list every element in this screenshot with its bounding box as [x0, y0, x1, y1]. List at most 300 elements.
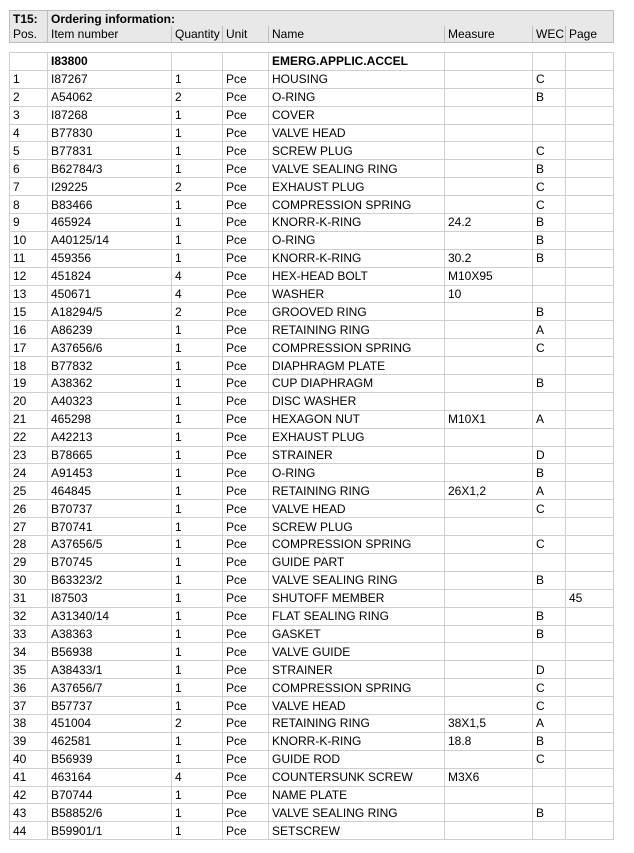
- row-item-number: 463164: [48, 768, 172, 786]
- row-unit: Pce: [223, 214, 269, 232]
- row-name: SETSCREW: [269, 822, 445, 840]
- row-pos: 40: [10, 750, 48, 768]
- row-quantity: 1: [172, 500, 223, 518]
- row-item-number: A37656/7: [48, 679, 172, 697]
- row-unit: Pce: [223, 589, 269, 607]
- row-measure: [445, 518, 533, 536]
- row-pos: 15: [10, 303, 48, 321]
- row-page: [566, 249, 614, 267]
- table-row: [10, 357, 614, 375]
- row-unit: Pce: [223, 410, 269, 428]
- row-item-number: 451004: [48, 714, 172, 732]
- row-measure: 30.2: [445, 249, 533, 267]
- row-pos: 2: [10, 88, 48, 106]
- row-page: [566, 410, 614, 428]
- row-unit: Pce: [223, 804, 269, 822]
- row-page: [566, 88, 614, 106]
- table-row: [10, 106, 614, 124]
- table-row: [10, 321, 614, 339]
- table-row: [10, 482, 614, 500]
- ordering-information-table-wrapper: [9, 10, 613, 840]
- row-pos: 8: [10, 196, 48, 214]
- row-wec: [533, 357, 566, 375]
- row-item-number: 459356: [48, 249, 172, 267]
- row-page: [566, 142, 614, 160]
- table-row: [10, 214, 614, 232]
- column-header-pos: Pos.: [10, 26, 48, 43]
- row-wec: [533, 267, 566, 285]
- row-unit: Pce: [223, 375, 269, 393]
- table-row: [10, 589, 614, 607]
- row-item-number: B58852/6: [48, 804, 172, 822]
- row-pos: 6: [10, 160, 48, 178]
- row-wec: B: [533, 303, 566, 321]
- row-pos: 18: [10, 357, 48, 375]
- row-measure: [445, 804, 533, 822]
- row-quantity: 1: [172, 196, 223, 214]
- row-name: NAME PLATE: [269, 786, 445, 804]
- row-unit: Pce: [223, 106, 269, 124]
- table-row: [10, 750, 614, 768]
- row-measure: M3X6: [445, 768, 533, 786]
- row-measure: [445, 321, 533, 339]
- row-quantity: 1: [172, 375, 223, 393]
- row-name: HOUSING: [269, 70, 445, 88]
- table-row: [10, 643, 614, 661]
- group-row: [10, 53, 614, 71]
- row-quantity: 1: [172, 392, 223, 410]
- row-name: EXHAUST PLUG: [269, 178, 445, 196]
- row-name: VALVE HEAD: [269, 500, 445, 518]
- row-pos: 29: [10, 553, 48, 571]
- row-pos: 28: [10, 536, 48, 554]
- row-wec: [533, 392, 566, 410]
- row-quantity: 1: [172, 553, 223, 571]
- row-page: [566, 518, 614, 536]
- table-row: [10, 196, 614, 214]
- row-quantity: 1: [172, 571, 223, 589]
- row-quantity: 1: [172, 321, 223, 339]
- row-measure: [445, 124, 533, 142]
- row-item-number: 462581: [48, 732, 172, 750]
- row-measure: 18.8: [445, 732, 533, 750]
- row-name: KNORR-K-RING: [269, 249, 445, 267]
- row-page: [566, 303, 614, 321]
- row-unit: Pce: [223, 518, 269, 536]
- table-row: [10, 392, 614, 410]
- table-body: [10, 11, 614, 840]
- row-quantity: 2: [172, 303, 223, 321]
- row-pos: 34: [10, 643, 48, 661]
- row-page: [566, 625, 614, 643]
- row-page: [566, 178, 614, 196]
- row-unit: Pce: [223, 196, 269, 214]
- row-quantity: 1: [172, 518, 223, 536]
- row-wec: B: [533, 607, 566, 625]
- row-quantity: 1: [172, 70, 223, 88]
- row-quantity: 1: [172, 214, 223, 232]
- row-name: O-RING: [269, 231, 445, 249]
- row-name: STRAINER: [269, 661, 445, 679]
- row-unit: Pce: [223, 231, 269, 249]
- table-row: [10, 697, 614, 715]
- row-page: [566, 160, 614, 178]
- header-spacer: [10, 43, 614, 53]
- row-measure: 10: [445, 285, 533, 303]
- row-name: SHUTOFF MEMBER: [269, 589, 445, 607]
- row-pos: 22: [10, 428, 48, 446]
- row-pos: 16: [10, 321, 48, 339]
- row-wec: B: [533, 732, 566, 750]
- row-wec: D: [533, 661, 566, 679]
- row-quantity: 1: [172, 786, 223, 804]
- row-unit: Pce: [223, 536, 269, 554]
- row-item-number: A40125/14: [48, 231, 172, 249]
- table-row: [10, 607, 614, 625]
- row-page: [566, 231, 614, 249]
- row-name: DIAPHRAGM PLATE: [269, 357, 445, 375]
- column-header-quantity: Quantity: [172, 26, 223, 43]
- row-quantity: 1: [172, 464, 223, 482]
- table-row: [10, 679, 614, 697]
- row-name: VALVE HEAD: [269, 124, 445, 142]
- row-page: [566, 339, 614, 357]
- row-item-number: B70745: [48, 553, 172, 571]
- row-measure: [445, 750, 533, 768]
- row-page: [566, 786, 614, 804]
- row-quantity: 1: [172, 249, 223, 267]
- row-name: HEXAGON NUT: [269, 410, 445, 428]
- table-row: [10, 88, 614, 106]
- row-name: VALVE GUIDE: [269, 643, 445, 661]
- row-pos: 13: [10, 285, 48, 303]
- row-measure: [445, 643, 533, 661]
- row-unit: Pce: [223, 285, 269, 303]
- row-quantity: 4: [172, 768, 223, 786]
- row-item-number: B70741: [48, 518, 172, 536]
- row-quantity: 1: [172, 446, 223, 464]
- row-quantity: 1: [172, 482, 223, 500]
- table-row: [10, 446, 614, 464]
- row-name: RETAINING RING: [269, 714, 445, 732]
- row-pos: 17: [10, 339, 48, 357]
- table-row: [10, 464, 614, 482]
- row-page: [566, 697, 614, 715]
- row-page: 45: [566, 589, 614, 607]
- row-name: VALVE SEALING RING: [269, 804, 445, 822]
- table-row: [10, 285, 614, 303]
- row-quantity: 1: [172, 339, 223, 357]
- row-page: [566, 482, 614, 500]
- row-quantity: 1: [172, 231, 223, 249]
- row-name: KNORR-K-RING: [269, 214, 445, 232]
- group-measure: [445, 53, 533, 71]
- row-unit: Pce: [223, 607, 269, 625]
- row-measure: [445, 589, 533, 607]
- column-header-wec: WEC: [533, 26, 566, 43]
- row-name: RETAINING RING: [269, 482, 445, 500]
- row-unit: Pce: [223, 553, 269, 571]
- row-unit: Pce: [223, 643, 269, 661]
- row-quantity: 4: [172, 267, 223, 285]
- row-page: [566, 643, 614, 661]
- column-header-page: Page: [566, 26, 614, 43]
- row-item-number: 465298: [48, 410, 172, 428]
- row-page: [566, 804, 614, 822]
- row-quantity: 1: [172, 661, 223, 679]
- row-wec: [533, 518, 566, 536]
- row-name: GUIDE PART: [269, 553, 445, 571]
- row-page: [566, 446, 614, 464]
- row-page: [566, 571, 614, 589]
- table-row: [10, 249, 614, 267]
- row-pos: 19: [10, 375, 48, 393]
- row-wec: C: [533, 750, 566, 768]
- table-row: [10, 231, 614, 249]
- row-measure: [445, 357, 533, 375]
- row-quantity: 2: [172, 714, 223, 732]
- row-measure: 38X1,5: [445, 714, 533, 732]
- row-pos: 7: [10, 178, 48, 196]
- row-quantity: 1: [172, 625, 223, 643]
- row-page: [566, 392, 614, 410]
- row-wec: [533, 553, 566, 571]
- row-item-number: B56939: [48, 750, 172, 768]
- row-wec: C: [533, 500, 566, 518]
- table-row: [10, 70, 614, 88]
- row-quantity: 1: [172, 643, 223, 661]
- group-quantity: [172, 53, 223, 71]
- row-measure: 26X1,2: [445, 482, 533, 500]
- column-header-item-number: Item number: [48, 26, 172, 43]
- row-name: VALVE HEAD: [269, 697, 445, 715]
- row-pos: 37: [10, 697, 48, 715]
- table-row: [10, 625, 614, 643]
- table-row: [10, 124, 614, 142]
- row-name: VALVE SEALING RING: [269, 160, 445, 178]
- row-measure: [445, 231, 533, 249]
- row-quantity: 1: [172, 410, 223, 428]
- row-unit: Pce: [223, 88, 269, 106]
- row-wec: C: [533, 339, 566, 357]
- row-wec: [533, 822, 566, 840]
- row-unit: Pce: [223, 321, 269, 339]
- row-name: O-RING: [269, 464, 445, 482]
- row-unit: Pce: [223, 786, 269, 804]
- row-page: [566, 321, 614, 339]
- row-pos: 38: [10, 714, 48, 732]
- table-row: [10, 804, 614, 822]
- row-page: [566, 464, 614, 482]
- row-name: VALVE SEALING RING: [269, 571, 445, 589]
- row-name: GUIDE ROD: [269, 750, 445, 768]
- row-wec: B: [533, 231, 566, 249]
- row-unit: Pce: [223, 625, 269, 643]
- row-pos: 4: [10, 124, 48, 142]
- row-measure: [445, 661, 533, 679]
- row-name: COUNTERSUNK SCREW: [269, 768, 445, 786]
- row-wec: [533, 124, 566, 142]
- group-wec: [533, 53, 566, 71]
- row-measure: [445, 553, 533, 571]
- column-header-name: Name: [269, 26, 445, 43]
- column-header-measure: Measure: [445, 26, 533, 43]
- row-pos: 44: [10, 822, 48, 840]
- row-name: COMPRESSION SPRING: [269, 536, 445, 554]
- row-wec: [533, 285, 566, 303]
- row-pos: 36: [10, 679, 48, 697]
- row-pos: 21: [10, 410, 48, 428]
- row-unit: Pce: [223, 464, 269, 482]
- row-item-number: B77832: [48, 357, 172, 375]
- table-row: [10, 732, 614, 750]
- row-unit: Pce: [223, 303, 269, 321]
- row-name: SCREW PLUG: [269, 518, 445, 536]
- row-name: O-RING: [269, 88, 445, 106]
- row-measure: [445, 679, 533, 697]
- row-unit: Pce: [223, 500, 269, 518]
- row-item-number: B77830: [48, 124, 172, 142]
- row-measure: [445, 607, 533, 625]
- row-item-number: A18294/5: [48, 303, 172, 321]
- row-measure: [445, 536, 533, 554]
- row-quantity: 1: [172, 536, 223, 554]
- row-item-number: A42213: [48, 428, 172, 446]
- row-page: [566, 196, 614, 214]
- row-quantity: 1: [172, 804, 223, 822]
- row-name: CUP DIAPHRAGM: [269, 375, 445, 393]
- row-item-number: A54062: [48, 88, 172, 106]
- row-page: [566, 822, 614, 840]
- row-name: STRAINER: [269, 446, 445, 464]
- row-wec: B: [533, 249, 566, 267]
- row-pos: 24: [10, 464, 48, 482]
- row-page: [566, 714, 614, 732]
- table-row: [10, 428, 614, 446]
- row-unit: Pce: [223, 178, 269, 196]
- row-page: [566, 70, 614, 88]
- table-row: [10, 661, 614, 679]
- group-unit: [223, 53, 269, 71]
- row-name: RETAINING RING: [269, 321, 445, 339]
- row-wec: D: [533, 446, 566, 464]
- row-measure: M10X1: [445, 410, 533, 428]
- row-name: COMPRESSION SPRING: [269, 339, 445, 357]
- row-measure: [445, 446, 533, 464]
- group-item-number: I83800: [48, 53, 172, 71]
- row-wec: B: [533, 464, 566, 482]
- row-pos: 33: [10, 625, 48, 643]
- row-wec: B: [533, 804, 566, 822]
- row-name: WASHER: [269, 285, 445, 303]
- table-row: [10, 142, 614, 160]
- row-wec: [533, 428, 566, 446]
- row-measure: [445, 70, 533, 88]
- group-page: [566, 53, 614, 71]
- row-measure: [445, 822, 533, 840]
- table-title-row: [10, 11, 614, 27]
- row-name: COMPRESSION SPRING: [269, 196, 445, 214]
- row-measure: 24.2: [445, 214, 533, 232]
- table-row: [10, 553, 614, 571]
- row-unit: Pce: [223, 732, 269, 750]
- group-name: EMERG.APPLIC.ACCEL: [269, 53, 445, 71]
- row-unit: Pce: [223, 822, 269, 840]
- row-page: [566, 732, 614, 750]
- table-row: [10, 786, 614, 804]
- row-page: [566, 285, 614, 303]
- row-item-number: B62784/3: [48, 160, 172, 178]
- row-item-number: A38363: [48, 625, 172, 643]
- row-name: KNORR-K-RING: [269, 732, 445, 750]
- row-page: [566, 124, 614, 142]
- row-measure: [445, 625, 533, 643]
- row-wec: C: [533, 679, 566, 697]
- row-unit: Pce: [223, 428, 269, 446]
- row-quantity: 1: [172, 732, 223, 750]
- row-measure: [445, 428, 533, 446]
- table-row: [10, 339, 614, 357]
- row-item-number: B70737: [48, 500, 172, 518]
- table-row: [10, 500, 614, 518]
- row-wec: B: [533, 160, 566, 178]
- table-row: [10, 536, 614, 554]
- row-unit: Pce: [223, 768, 269, 786]
- row-unit: Pce: [223, 714, 269, 732]
- row-quantity: 1: [172, 679, 223, 697]
- row-quantity: 1: [172, 124, 223, 142]
- row-name: FLAT SEALING RING: [269, 607, 445, 625]
- row-pos: 32: [10, 607, 48, 625]
- row-page: [566, 357, 614, 375]
- row-item-number: 465924: [48, 214, 172, 232]
- ordering-information-table: [9, 10, 614, 840]
- row-unit: Pce: [223, 482, 269, 500]
- row-quantity: 2: [172, 178, 223, 196]
- row-wec: [533, 589, 566, 607]
- row-item-number: A40323: [48, 392, 172, 410]
- row-item-number: I87268: [48, 106, 172, 124]
- row-wec: A: [533, 714, 566, 732]
- row-pos: 10: [10, 231, 48, 249]
- row-pos: 43: [10, 804, 48, 822]
- group-pos: [10, 53, 48, 71]
- row-unit: Pce: [223, 70, 269, 88]
- row-pos: 31: [10, 589, 48, 607]
- row-item-number: B56938: [48, 643, 172, 661]
- row-quantity: 1: [172, 697, 223, 715]
- table-title: Ordering information:: [48, 11, 614, 27]
- row-pos: 26: [10, 500, 48, 518]
- row-unit: Pce: [223, 750, 269, 768]
- row-page: [566, 607, 614, 625]
- row-measure: [445, 500, 533, 518]
- row-pos: 25: [10, 482, 48, 500]
- row-name: COMPRESSION SPRING: [269, 679, 445, 697]
- row-wec: B: [533, 625, 566, 643]
- row-wec: B: [533, 571, 566, 589]
- row-measure: [445, 178, 533, 196]
- row-item-number: I87503: [48, 589, 172, 607]
- row-unit: Pce: [223, 142, 269, 160]
- row-measure: [445, 392, 533, 410]
- row-quantity: 2: [172, 88, 223, 106]
- row-pos: 20: [10, 392, 48, 410]
- row-wec: [533, 106, 566, 124]
- row-page: [566, 106, 614, 124]
- table-row: [10, 178, 614, 196]
- row-wec: C: [533, 70, 566, 88]
